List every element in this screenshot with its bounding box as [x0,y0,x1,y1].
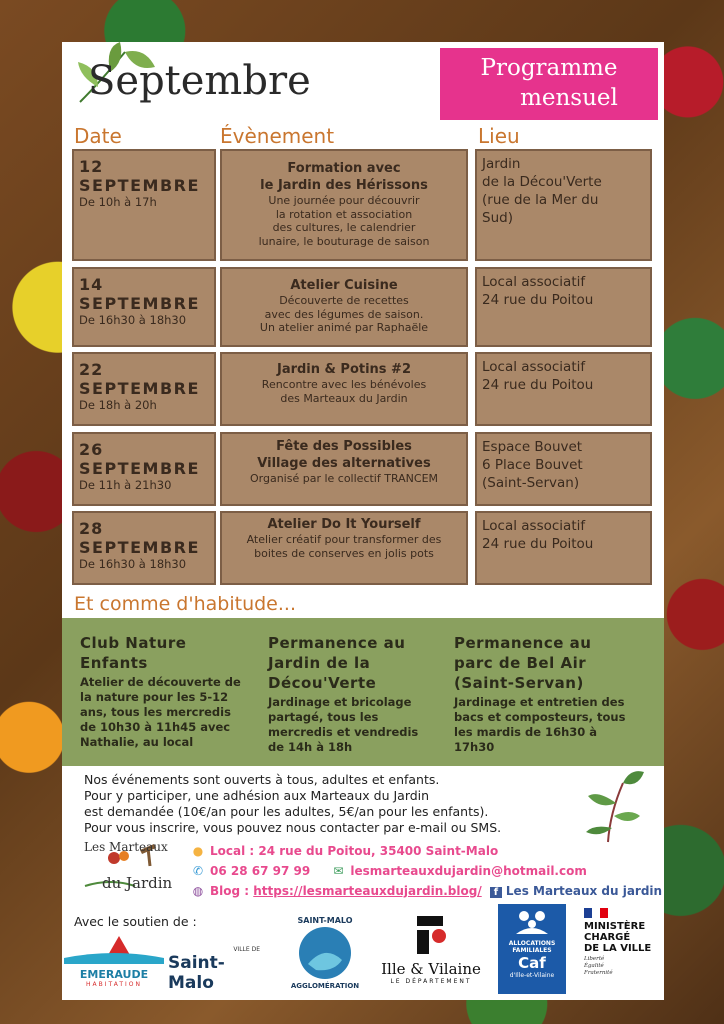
habit-heading: Et comme d'habitude... [74,593,296,615]
program-line-2: mensuel [520,85,618,111]
emeraude-logo [64,934,164,992]
ministere-logo [584,908,660,977]
habit-description: Atelier de découverte de la nature pour les 5-12 ans, tous les mercredis de 10h30 à 11h45 avec Nathalie, au local [80,675,241,749]
agglo-circle-icon [286,914,364,992]
event-place-cell [475,352,652,426]
caf-line-2: FAMILIALES [512,947,552,954]
habit-description: Jardinage et bricolage partagé, tous les mercredis et vendredis de 14h à 18h [268,695,419,754]
caf-logo [498,904,566,994]
event-day: 14 [79,275,104,294]
map-pin-icon: ● [192,844,204,858]
saint-malo-name: Saint-Malo [168,953,225,993]
logo-line-2: du Jardin [102,874,173,892]
agglo-logo [286,914,364,992]
emeraude-sub: HABITATION [86,981,142,988]
event-cell [220,267,468,347]
association-logo [80,836,180,898]
event-date-cell [72,432,216,506]
event-title: Formation avec le Jardin des Hérissons [260,161,428,193]
french-flag-icon [584,908,608,918]
event-place: Jardin de la Décou'Verte (rue de la Mer du Sud) [482,156,602,226]
event-hours: De 11h à 21h30 [79,478,172,492]
event-day: 28 [79,519,104,538]
blog-label: Blog : [210,884,254,898]
event-title: Atelier Do It Yourself [267,517,421,532]
event-place-cell [475,511,652,585]
facebook-icon: f [490,887,502,898]
event-hours: De 10h à 17h [79,195,157,209]
event-description: Une journée pour découvrir la rotation et association des cultures, le calendrier lunaire, le bouturage de saison [258,194,430,248]
event-day: 12 [79,157,104,176]
emeraude-mark-icon [64,934,164,964]
event-place: Espace Bouvet 6 Place Bouvet (Saint-Servan) [482,439,583,491]
event-date-cell [72,511,216,585]
column-header-date: Date [74,124,122,148]
habit-title: Permanence au Jardin de la Décou'Verte [268,634,406,692]
event-month: SEPTEMBRE [79,538,200,557]
facebook-link[interactable]: Les Marteaux du jardin [505,884,663,898]
event-description: Organisé par le collectif TRANCEM [249,472,439,485]
globe-icon: ◍ [192,884,204,898]
event-hours: De 16h30 à 18h30 [79,313,187,327]
habit-item [454,633,654,755]
departement-label: LE DÉPARTEMENT [390,978,472,985]
program-line-1: Programme [480,55,618,81]
event-month: SEPTEMBRE [79,459,200,478]
phone-number[interactable]: 06 28 67 97 99 [210,864,311,878]
agglo-top: SAINT-MALO [297,916,353,925]
ille-vilaine-mark-icon [411,914,451,956]
caf-line-1: ALLOCATIONS [508,940,556,947]
event-month: SEPTEMBRE [79,176,200,195]
event-place: Local associatif 24 rue du Poitou [482,274,594,308]
event-month: SEPTEMBRE [79,379,200,398]
emeraude-name: EMERAUDE [79,968,149,981]
email-link[interactable]: lesmarteauxdujardin@hotmail.com [350,864,587,878]
event-cell [220,511,468,585]
habit-title: Permanence au parc de Bel Air (Saint-Servan) [454,634,592,692]
blog-link[interactable]: https://lesmarteauxdujardin.blog/ [253,884,482,898]
event-place-cell [475,149,652,261]
phone-icon: ✆ [192,864,204,878]
habit-item [268,633,448,755]
ministere-devise: Liberté Égalité Fraternité [584,956,613,976]
contact-phone-email [190,864,587,878]
event-description: Découverte de recettes avec des légumes de saison. Un atelier animé par Raphaële [259,294,429,334]
leaf-branch-icon [568,768,648,844]
habit-description: Jardinage et entretien des bacs et composteurs, tous les mardis de 16h30 à 17h30 [454,695,626,754]
contact-web [190,884,662,898]
event-description: Atelier créatif pour transformer des boites de conserves en jolis pots [246,533,442,560]
program-badge [440,48,658,120]
column-header-event: Évènement [220,124,335,148]
event-place-cell [475,267,652,347]
event-date-cell [72,352,216,426]
ille-vilaine-logo [370,914,492,994]
ville-de: VILLE DE [233,946,260,953]
event-place: Local associatif 24 rue du Poitou [482,518,594,552]
event-hours: De 18h à 20h [79,398,157,412]
ille-vilaine-name: Ille & Vilaine [381,960,481,978]
ministere-name: MINISTÈRE CHARGÉ DE LA VILLE [584,921,652,954]
saint-malo-logo [168,946,268,993]
month-title: Septembre [88,58,311,104]
event-day: 26 [79,440,104,459]
support-label: Avec le soutien de : [74,914,197,929]
event-hours: De 16h30 à 18h30 [79,557,187,571]
event-title: Fête des Possibles Village des alternatives [257,439,431,471]
event-month: SEPTEMBRE [79,294,200,313]
event-day: 22 [79,360,104,379]
mail-icon: ✉ [333,864,344,878]
event-place-cell [475,432,652,506]
caf-name: Caf [518,954,546,972]
event-title: Jardin & Potins #2 [276,362,411,377]
event-cell [220,352,468,426]
local-address: Local : 24 rue du Poitou, 35400 Saint-Malo [210,844,499,858]
event-place: Local associatif 24 rue du Poitou [482,359,594,393]
event-description: Rencontre avec les bénévoles des Marteaux du Jardin [261,378,427,405]
event-cell [220,149,468,261]
caf-family-icon [512,908,552,936]
intro-text: Nos événements sont ouverts à tous, adultes et enfants. Pour y participer, une adhésion aux Marteaux du Jardin est demandée (10€/an pour les adultes, 5€/an pour les enfants). Pour vous inscrire, vous pouvez nous contacter par e-mail ou SMS. [84,772,502,835]
event-title: Atelier Cuisine [290,278,398,293]
habit-item [80,633,260,750]
caf-sub: d'Ille-et-Vilaine [509,972,555,979]
logo-line-1: Les Marteaux [84,840,168,854]
contact-local [190,844,498,858]
agglo-bottom: AGGLOMÉRATION [290,982,360,990]
event-date-cell [72,149,216,261]
habit-title: Club Nature Enfants [80,634,187,672]
event-cell [220,432,468,506]
column-header-place: Lieu [478,124,520,148]
event-date-cell [72,267,216,347]
habit-band [62,618,664,766]
